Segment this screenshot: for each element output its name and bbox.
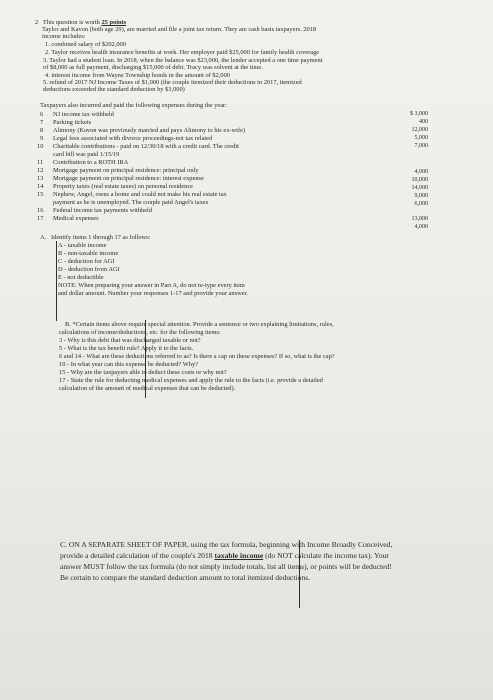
question-number: 2 — [35, 19, 39, 26]
expense-row: 9 Legal fees associated with divorce proceedings-not tax related — [40, 135, 213, 142]
classification-option: B - non-taxable income — [58, 250, 119, 257]
expense-row: 10 Charitable contributions - paid on 12/30/18 with a credit card. The credit — [37, 143, 239, 150]
fact-item: 4. interest income from Wayne Township bonds in the amount of $2,000 — [45, 72, 230, 79]
expense-amount: 14,000 — [411, 185, 428, 191]
part-b-line: 15 - Why are the taxpayers able to deduct these costs or why not? — [59, 369, 227, 376]
expense-amount: 6,000 — [414, 201, 428, 207]
part-a-lead: A. Identify items 1 through 17 as follows: — [40, 234, 151, 241]
header-description: Taylor and Kavon (both age 29), are married and file a joint tax return. They are cash basis taxpayers. 2018 — [42, 26, 317, 33]
fact-item: of $8,000 as full payment, discharging $15,000 of debt. Tracy was solvent at the time. — [43, 64, 263, 71]
expense-amount: 10,000 — [411, 177, 428, 183]
header-income-label: income includes: — [42, 33, 86, 40]
expense-row: 8 Alimony (Kavon was previously married and pays Alimony to his ex-wife) — [40, 127, 246, 134]
part-b-line: 10 - In what year can this expense be deducted? Why? — [59, 361, 198, 368]
part-c-line: C. ON A SEPARATE SHEET OF PAPER, using the tax formula, beginning with Income Broadly Conceived, — [60, 540, 393, 549]
part-b-line: calculations of income/deductions, etc. for the following items: — [59, 329, 221, 336]
part-c-line: Be certain to compare the standard deduction amount to total itemized deductions. — [60, 573, 311, 582]
part-b-line: B. *Certain items above require special attention. Provide a sentence or two explaining limitations, rules, — [65, 321, 334, 328]
fact-item: 2. Taylor receives health insurance benefits at work. Her employer paid $25,000 for family health coverage — [45, 49, 320, 56]
classification-option: E - not deductible — [58, 274, 104, 281]
part-c-line: answer MUST follow the tax formula (do not simply include totals, list all items), or points will be deducted! — [60, 562, 392, 571]
expense-amount: 13,000 — [411, 216, 428, 222]
expense-amount: 12,000 — [411, 127, 428, 133]
fact-item: deductions exceeded the standard deduction by $3,000) — [43, 86, 185, 93]
classification-option: C - deduction for AGI — [58, 258, 115, 265]
part-a-note: and dollar amount. Number your responses 1-17 and provide your answer. — [58, 290, 248, 297]
expense-amount: 4,000 — [414, 224, 428, 230]
expenses-intro: Taxpayers also incurred and paid the following expenses during the year: — [40, 102, 227, 109]
expense-row: 6 NJ income tax withheld — [40, 111, 114, 118]
expense-row: 12 Mortgage payment on principal residence: principal only — [37, 167, 199, 174]
expense-amount: 4,000 — [414, 169, 428, 175]
classification-option: D - deduction from AGI — [58, 266, 120, 273]
part-b-line: 3 - Why is this debt that was discharged taxable or not? — [59, 337, 201, 344]
expense-amount: 5,000 — [414, 135, 428, 141]
part-a-note: NOTE: When preparing your answer in Part A, do not re-type every item — [58, 282, 245, 289]
expense-amount: 9,000 — [414, 193, 428, 199]
part-b-line: 6 and 14 - What are these deductions referred to as? Is there a cap on these expenses? If so, what is the cap? — [59, 353, 335, 360]
expense-row: 11 Contribution to a ROTH IRA — [37, 159, 129, 166]
expense-row: 15 Nephew, Angel, owns a home and could not make his real estate tax — [37, 191, 227, 198]
header-intro: This question is worth — [42, 19, 100, 26]
expense-amount: 400 — [419, 119, 428, 125]
classification-option: A - taxable income — [58, 242, 107, 249]
expense-amount: 7,000 — [414, 143, 428, 149]
expense-row: 7 Parking tickets — [40, 119, 92, 126]
fact-item: 5. refund of 2017 NJ Income Taxes of $1,000 (the couple itemized their deductions in 2017, itemized — [43, 79, 302, 86]
fact-item: 3. Taylor had a student loan. In 2018, when the balance was $23,000, the lender accepted a one time payment — [43, 57, 323, 64]
expense-row: 16 Federal income tax payments withheld — [37, 207, 153, 214]
expense-row: card bill was paid 1/15/19 — [53, 151, 120, 158]
expense-row: 14 Property taxes (real estate taxes) on personal residence — [37, 183, 194, 190]
part-c-line: provide a detailed calculation of the couple's 2018 taxable income (do NOT calculate the income tax). Your — [60, 551, 389, 560]
expense-row: 13 Mortgage payment on principal residence: interest expense — [37, 175, 204, 182]
margin-line — [56, 241, 57, 321]
part-b-line: 5 - What is the tax benefit rule? Apply it to the facts. — [59, 345, 194, 352]
expense-amount: $ 3,000 — [410, 111, 428, 117]
part-b-line: calculation of the amount of medical expenses that can be deducted). — [59, 385, 236, 392]
part-b-line: 17 - State the rule for deducting medical expenses and apply the rule to the facts (i.e. provide a detailed — [59, 377, 323, 384]
expense-row: 17 Medical expenses — [37, 215, 99, 222]
points-value: 25 points — [101, 19, 127, 26]
expense-row: payment as he is unemployed. The couple paid Angel's taxes — [53, 199, 209, 206]
fact-item: 1. combined salary of $202,000 — [45, 41, 126, 48]
